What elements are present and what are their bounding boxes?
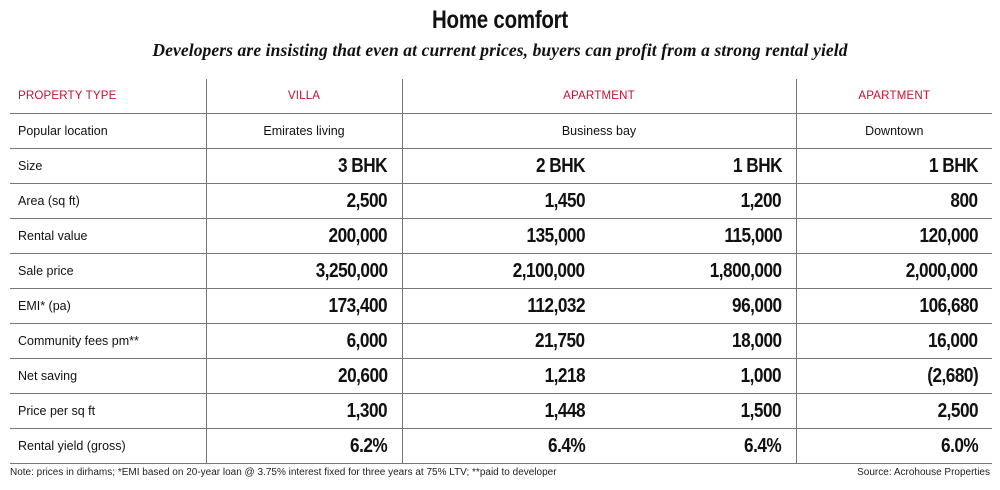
cell-value: 6.2%	[350, 434, 388, 457]
cell-value: 3,250,000	[315, 259, 388, 282]
table-row	[10, 394, 992, 429]
row-label: Price per sq ft	[10, 394, 206, 429]
cell-downtown-1bhk	[796, 289, 992, 324]
cell-value: 135,000	[526, 224, 585, 247]
footnote: Note: prices in dirhams; *EMI based on 20-year loan @ 3.75% interest fixed for three years at 75% LTV; **paid to developer	[10, 467, 557, 478]
cell-value: 2,500	[937, 399, 979, 422]
cell-value: 20,600	[337, 364, 388, 387]
header-row	[10, 79, 992, 114]
table-row	[10, 184, 992, 219]
cell-value: 6.4%	[547, 434, 585, 457]
cell-value: 6.4%	[744, 434, 782, 457]
cell-value: 800	[950, 189, 979, 212]
cell-business-bay-2bhk	[402, 289, 599, 324]
cell-value: 200,000	[328, 224, 388, 247]
property-comparison-table	[10, 79, 992, 464]
row-label: Rental value	[10, 219, 206, 254]
cell-value: 1,800,000	[709, 259, 782, 282]
property-type-label: PROPERTY TYPE	[10, 79, 206, 114]
cell-business-bay-2bhk	[402, 394, 599, 429]
cell-villa	[206, 429, 402, 464]
location-label: Popular location	[10, 114, 206, 149]
data-rows	[10, 149, 992, 464]
cell-downtown-1bhk	[796, 149, 992, 184]
row-label: Size	[10, 149, 206, 184]
cell-value: 173,400	[328, 294, 388, 317]
cell-business-bay-1bhk	[599, 219, 796, 254]
cell-value: 120,000	[919, 224, 979, 247]
cell-value: 1,000	[741, 364, 782, 387]
table-row	[10, 254, 992, 289]
cell-value: 1,500	[741, 399, 782, 422]
cell-downtown-1bhk	[796, 359, 992, 394]
cell-value: (2,680)	[927, 364, 979, 387]
table-row	[10, 359, 992, 394]
cell-business-bay-2bhk	[402, 149, 599, 184]
row-label: EMI* (pa)	[10, 289, 206, 324]
cell-value: 115,000	[723, 224, 782, 247]
apartment-header-downtown: APARTMENT	[796, 79, 992, 114]
cell-downtown-1bhk	[796, 394, 992, 429]
cell-villa	[206, 184, 402, 219]
cell-value: 1,218	[544, 364, 585, 387]
cell-value: 16,000	[928, 329, 979, 352]
row-label: Sale price	[10, 254, 206, 289]
cell-business-bay-2bhk	[402, 254, 599, 289]
row-label: Community fees pm**	[10, 324, 206, 359]
cell-value: 1,300	[347, 399, 388, 422]
cell-value: 1 BHK	[732, 154, 782, 177]
cell-value: 106,680	[919, 294, 979, 317]
cell-value: 1,450	[544, 189, 585, 212]
page-title: Home comfort	[431, 6, 568, 34]
table-row	[10, 219, 992, 254]
cell-business-bay-1bhk	[599, 324, 796, 359]
page-subtitle: Developers are insisting that even at current prices, buyers can profit from a strong rental yield	[152, 40, 848, 60]
cell-business-bay-1bhk	[599, 359, 796, 394]
cell-downtown-1bhk	[796, 429, 992, 464]
cell-business-bay-2bhk	[402, 219, 599, 254]
cell-value: 18,000	[731, 329, 782, 352]
source-credit: Source: Acrohouse Properties	[857, 467, 990, 478]
cell-downtown-1bhk	[796, 219, 992, 254]
cell-value: 3 BHK	[338, 154, 388, 177]
cell-villa	[206, 254, 402, 289]
cell-value: 1 BHK	[928, 154, 979, 177]
cell-value: 6,000	[347, 329, 388, 352]
cell-business-bay-2bhk	[402, 184, 599, 219]
cell-business-bay-1bhk	[599, 254, 796, 289]
cell-downtown-1bhk	[796, 254, 992, 289]
cell-business-bay-1bhk	[599, 149, 796, 184]
cell-business-bay-1bhk	[599, 429, 796, 464]
cell-downtown-1bhk	[796, 184, 992, 219]
table-row	[10, 429, 992, 464]
cell-business-bay-2bhk	[402, 429, 599, 464]
cell-value: 112,032	[527, 294, 585, 317]
location-business-bay: Business bay	[402, 114, 796, 149]
cell-value: 2,500	[347, 189, 388, 212]
cell-business-bay-1bhk	[599, 184, 796, 219]
villa-header: VILLA	[206, 79, 402, 114]
cell-value: 6.0%	[940, 434, 979, 457]
cell-downtown-1bhk	[796, 324, 992, 359]
apartment-header-business-bay: APARTMENT	[402, 79, 796, 114]
cell-villa	[206, 359, 402, 394]
cell-business-bay-2bhk	[402, 324, 599, 359]
cell-value: 2,000,000	[906, 259, 979, 282]
row-label: Area (sq ft)	[10, 184, 206, 219]
cell-villa	[206, 219, 402, 254]
cell-villa	[206, 324, 402, 359]
row-label: Net saving	[10, 359, 206, 394]
table-row	[10, 324, 992, 359]
cell-value: 2 BHK	[535, 154, 585, 177]
cell-value: 21,750	[535, 329, 585, 352]
cell-business-bay-1bhk	[599, 289, 796, 324]
table-row	[10, 149, 992, 184]
cell-value: 96,000	[731, 294, 782, 317]
cell-business-bay-1bhk	[599, 394, 796, 429]
cell-value: 2,100,000	[513, 259, 585, 282]
cell-villa	[206, 289, 402, 324]
location-row	[10, 114, 992, 149]
cell-value: 1,200	[741, 189, 782, 212]
cell-villa	[206, 149, 402, 184]
cell-villa	[206, 394, 402, 429]
cell-business-bay-2bhk	[402, 359, 599, 394]
table-row	[10, 289, 992, 324]
location-downtown: Downtown	[796, 114, 992, 149]
cell-value: 1,448	[544, 399, 585, 422]
row-label: Rental yield (gross)	[10, 429, 206, 464]
location-villa: Emirates living	[206, 114, 402, 149]
